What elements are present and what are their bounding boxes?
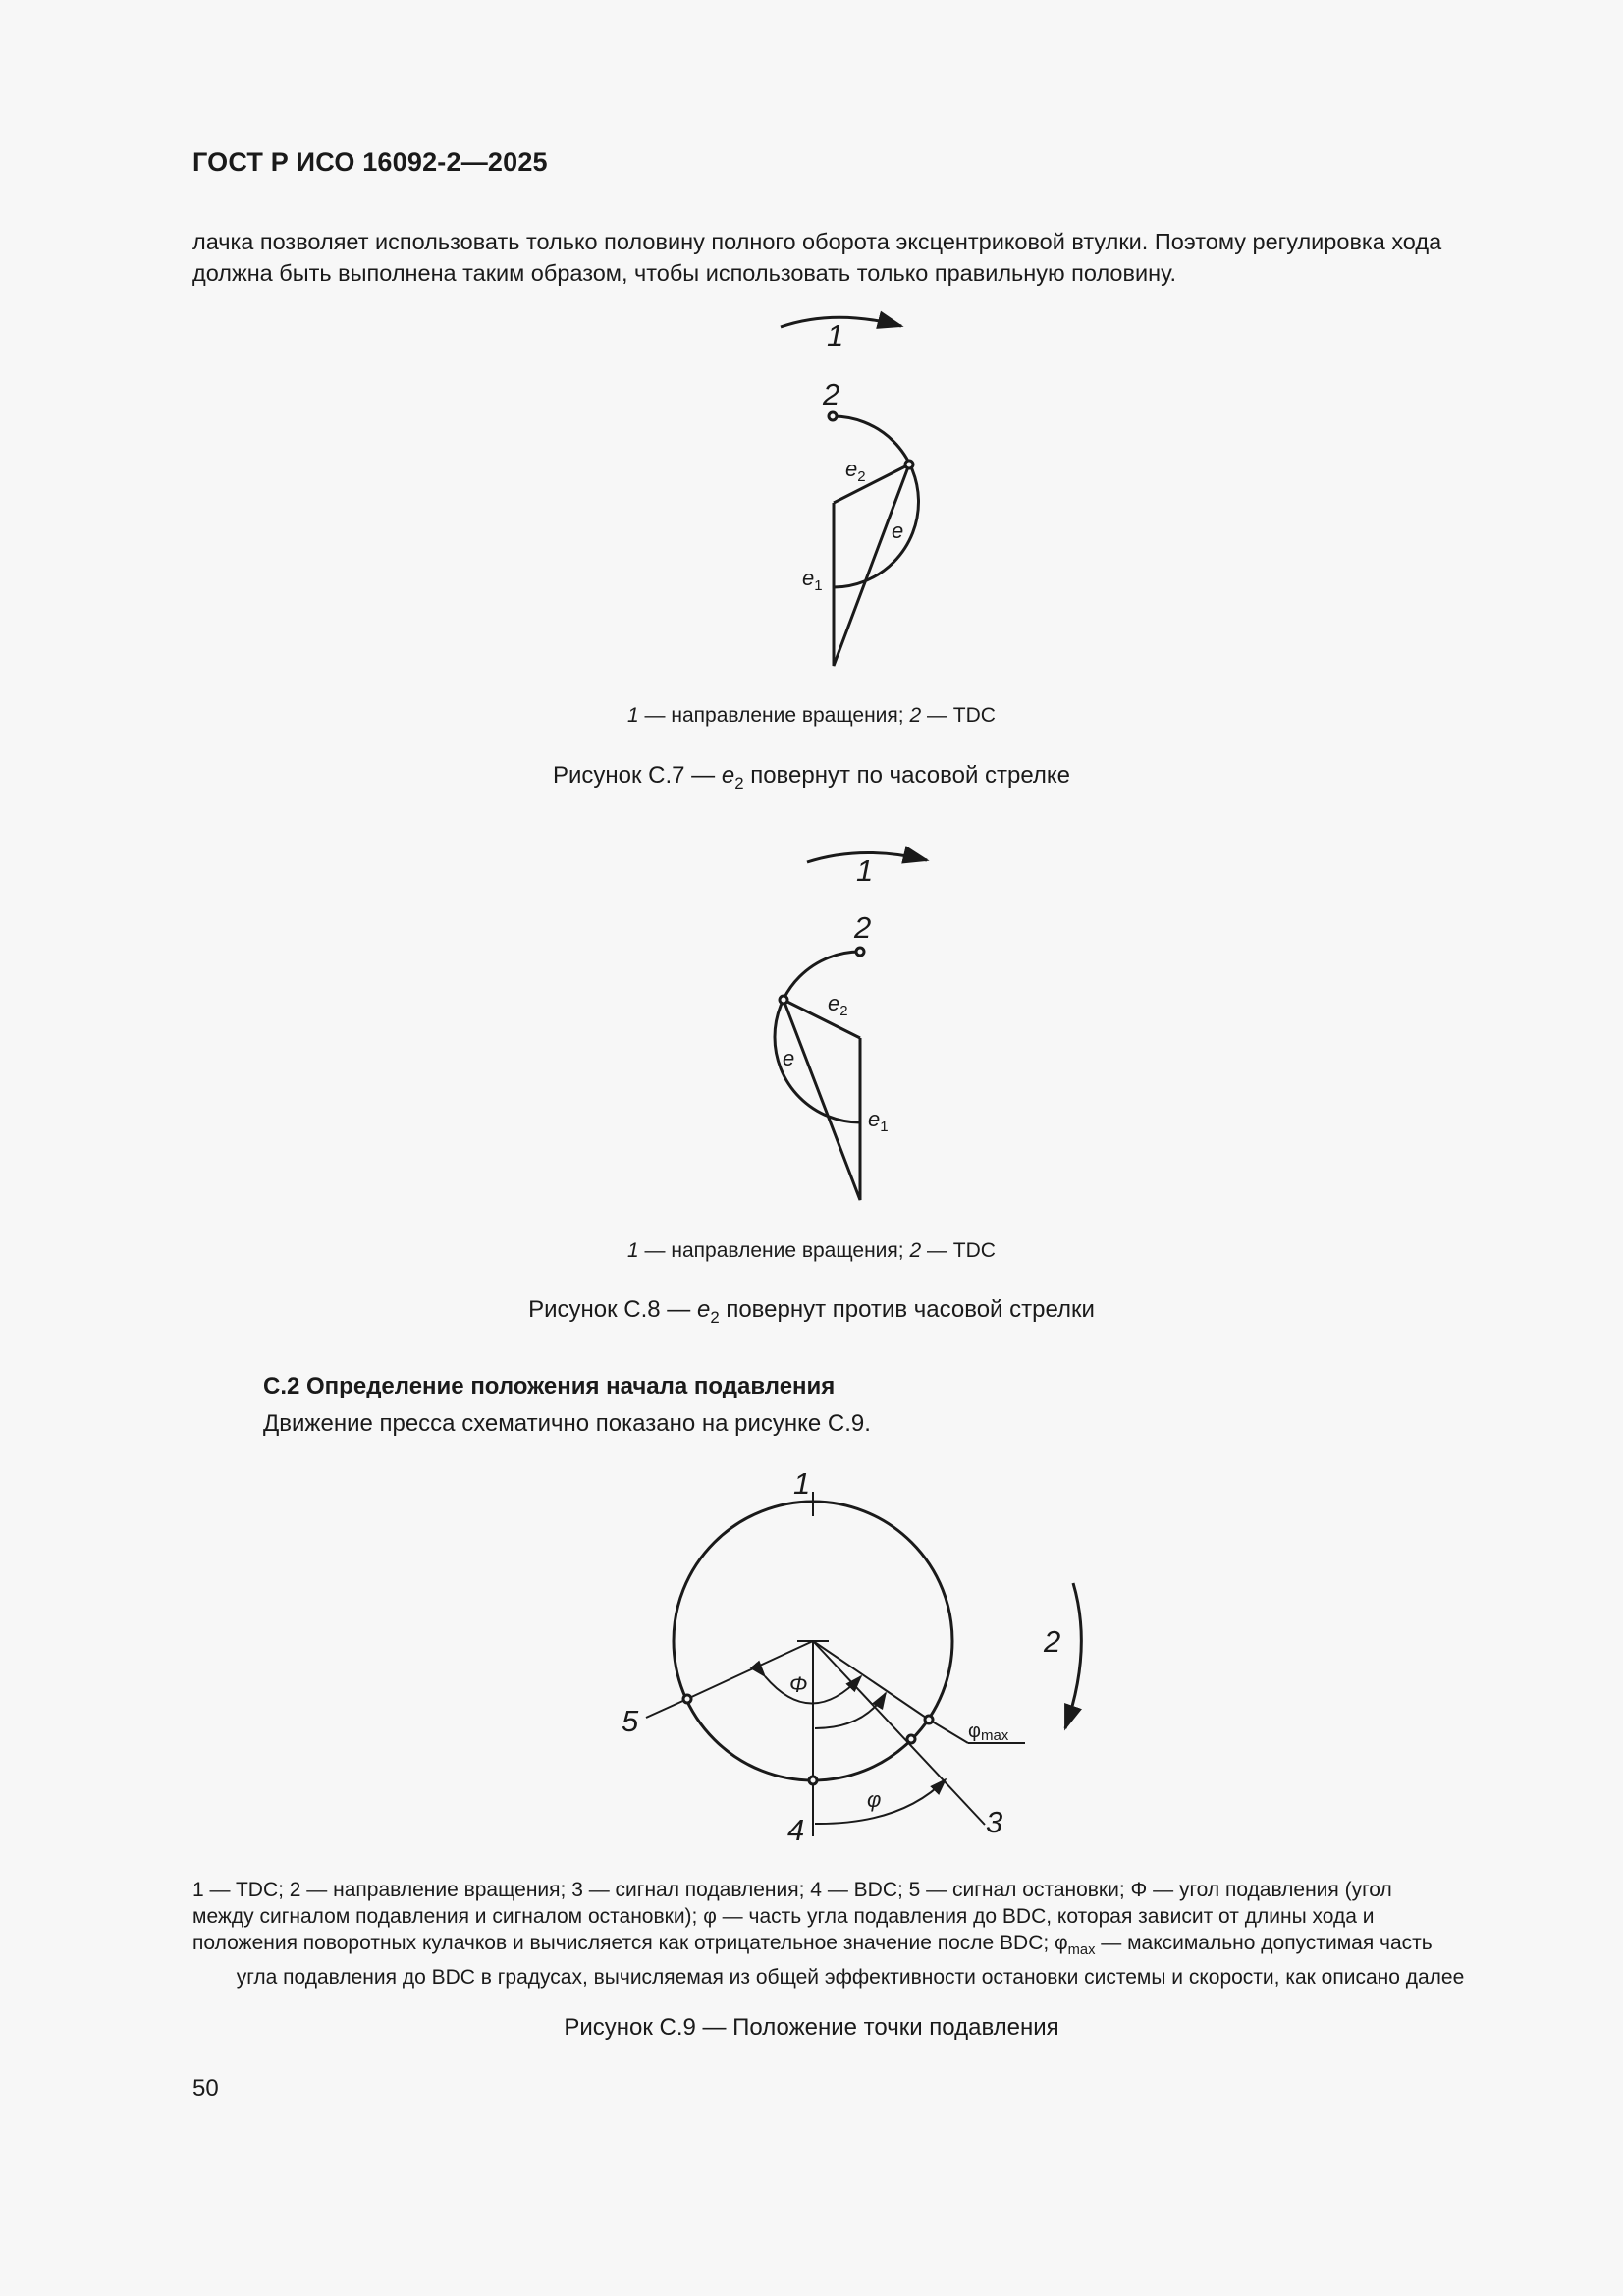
section-text: Движение пресса схематично показано на рисунке С.9.	[263, 1410, 871, 1437]
intro-line-2: должна быть выполнена таким образом, чтобы использовать только правильную половину.	[192, 260, 1177, 286]
label-bdc: 4	[787, 1813, 805, 1847]
label-stop-signal: 5	[622, 1704, 639, 1738]
legend-line-4: угла подавления до BDC в градусах, вычисляемая из общей эффективности остановки системы и скорости, как описано далее	[236, 1966, 1465, 1990]
suppression-point	[907, 1735, 915, 1743]
label-rotation: 1	[827, 318, 844, 353]
label-tdc: 2	[823, 377, 840, 411]
label-e2: $e_2$	[845, 457, 866, 485]
phimax-arc	[815, 1693, 886, 1728]
figure-c7-caption: Рисунок С.7 — $e_2$ повернут по часовой стрелке	[552, 762, 1071, 793]
phimax-point	[925, 1716, 933, 1723]
label-tdc: 2	[854, 910, 872, 945]
rotation-arrow-2	[1065, 1583, 1081, 1728]
figure-c9-caption: Рисунок С.9 — Положение точки подавления	[564, 2014, 1059, 2041]
pivot-point	[905, 461, 913, 468]
figure-c8-caption: Рисунок С.8 — $e_2$ повернут против часовой стрелки	[528, 1296, 1095, 1327]
label-suppression-signal: 3	[986, 1805, 1003, 1839]
phimax-leader	[929, 1720, 968, 1743]
phimax-ray	[813, 1641, 929, 1720]
stop-signal-ext	[646, 1699, 687, 1718]
eccentric-arc	[833, 416, 919, 587]
figure-c9	[646, 1492, 1081, 1836]
legend-line-3: положения поворотных кулачков и вычисляется как отрицательное значение после BDC; $\varphi_{max}$ — максимально допустимая часть	[192, 1932, 1433, 1959]
tdc-point	[856, 948, 864, 956]
figure-c8-legend: 1 — направление вращения; 2 — TDC	[627, 1239, 996, 1262]
label-e1: $e_1$	[868, 1107, 889, 1135]
tdc-point	[829, 412, 837, 420]
label-phi: φ	[867, 1787, 882, 1812]
section-title: С.2 Определение положения начала подавления	[263, 1373, 836, 1399]
intro-line-1: лачка позволяет использовать только половину полного оборота эксцентриковой втулки. Поэтому регулировка хода	[192, 229, 1442, 254]
eccentric-arc	[775, 952, 860, 1122]
crank-triangle	[784, 1000, 860, 1200]
label-e1: $e_1$	[802, 566, 823, 594]
figure-c7	[781, 317, 919, 666]
figure-c7-legend: 1 — направление вращения; 2 — TDC	[627, 704, 996, 727]
document-header: ГОСТ Р ИСО 16092-2—2025	[192, 147, 548, 177]
legend-line-1: 1 — TDC; 2 — направление вращения; 3 — сигнал подавления; 4 — BDC; 5 — сигнал остановки; Φ — угол подавления (угол	[192, 1879, 1392, 1901]
label-phimax: φmax	[968, 1721, 1009, 1744]
suppression-ray	[813, 1641, 985, 1825]
figure-c8	[775, 852, 927, 1200]
label-e: e	[783, 1046, 795, 1070]
figure-c9-legend	[192, 1877, 1508, 1991]
label-Phi: Φ	[789, 1672, 808, 1697]
pivot-point	[780, 996, 787, 1004]
figure-c9-labels	[622, 1466, 1060, 1847]
label-e: e	[892, 519, 904, 543]
figure-c7-labels	[802, 318, 903, 594]
crank-triangle	[834, 465, 909, 666]
bdc-point	[809, 1777, 817, 1784]
stop-point	[683, 1695, 691, 1703]
label-rotation: 1	[856, 853, 874, 888]
legend-line-2: между сигналом подавления и сигналом остановки); φ — часть угла подавления до BDC, которая зависит от длины хода и	[192, 1905, 1375, 1928]
label-rotation: 2	[1044, 1624, 1061, 1659]
label-e2: $e_2$	[828, 991, 848, 1019]
figure-c8-labels	[783, 853, 889, 1135]
page-number: 50	[192, 2075, 219, 2102]
label-tdc: 1	[793, 1466, 811, 1501]
